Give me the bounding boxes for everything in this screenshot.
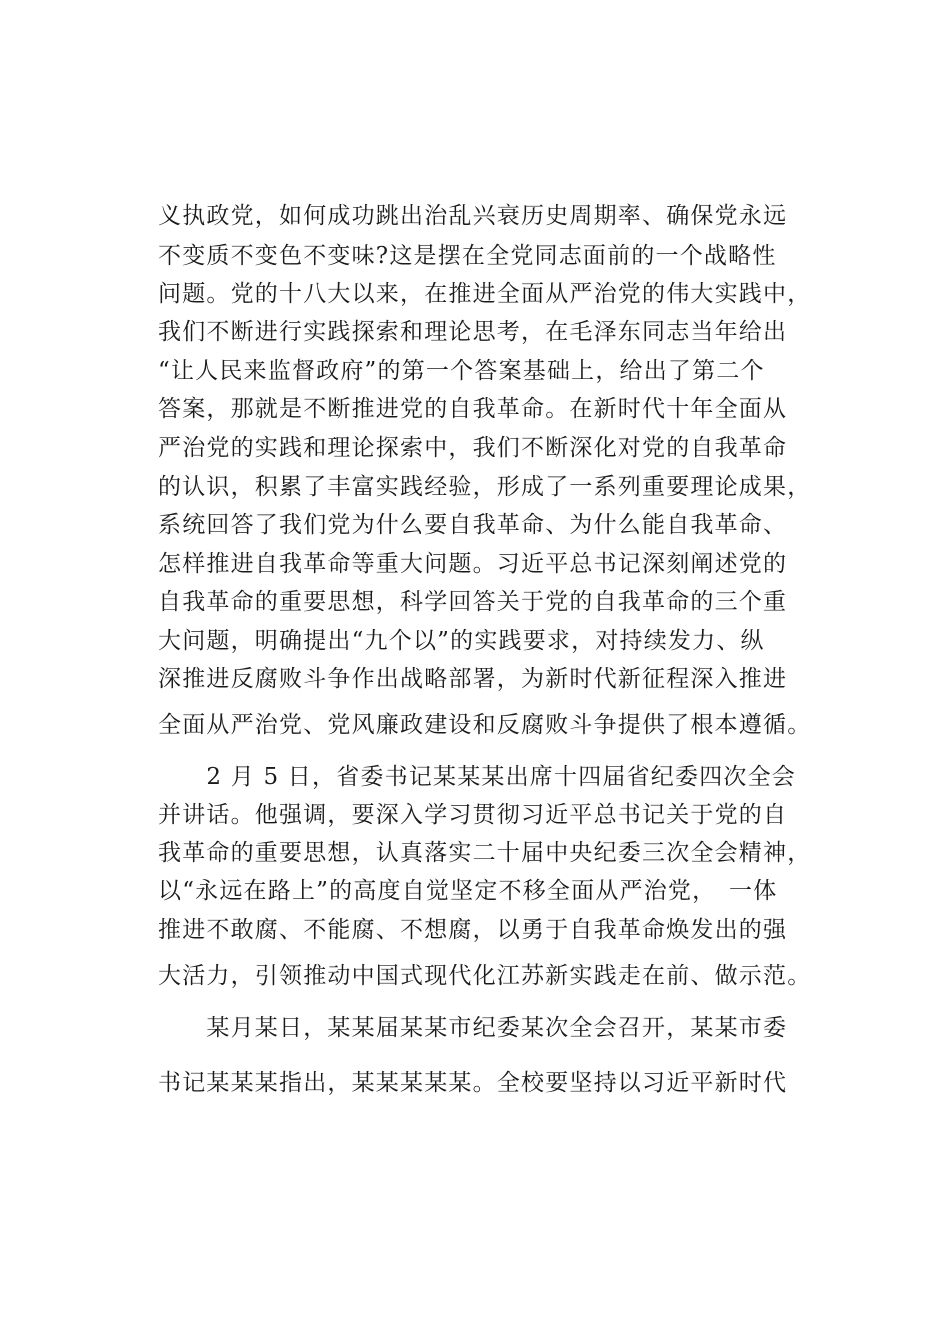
text-line: 大问题，明确提出“九个以”的实践要求，对持续发力、纵 [158,628,765,654]
text-line: 深推进反腐败斗争作出战略部署，为新时代新征程深入推进 [158,666,788,692]
text-line: 大活力，引领推动中国式现代化江苏新实践走在前、做示范。 [158,963,812,989]
text-line: 系统回答了我们党为什么要自我革命、为什么能自我革命、 [158,512,788,538]
text-line: 2 月 5 日，省委书记某某某出席十四届省纪委四次全会 [158,764,796,790]
text-line: 全面从严治党、党风廉政建设和反腐败斗争提供了根本遵循。 [158,712,812,738]
text-line: 的认识，积累了丰富实践经验，形成了一系列重要理论成果， [158,474,812,500]
text-line: 怎样推进自我革命等重大问题。习近平总书记深刻阐述党的 [158,551,788,577]
text-line: “让人民来监督政府”的第一个答案基础上，给出了第二个 [158,358,765,384]
text-line: 我们不断进行实践探索和理论思考，在毛泽东同志当年给出 [158,319,788,345]
text-line: 问题。党的十八大以来，在推进全面从严治党的伟大实践中， [158,281,812,307]
text-line: 我革命的重要思想，认真落实二十届中央纪委三次全会精神， [158,840,812,866]
text-line: 推进不敢腐、不能腐、不想腐，以勇于自我革命焕发出的强 [158,917,788,943]
text-line: 不变质不变色不变味?这是摆在全党同志面前的一个战略性 [158,243,777,269]
text-line: 严治党的实践和理论探索中，我们不断深化对党的自我革命 [158,435,788,461]
text-line: 以“永远在路上”的高度自觉坚定不移全面从严治党， 一体 [158,878,778,904]
text-line: 书记某某某指出，某某某某某。全校要坚持以习近平新时代 [158,1070,788,1096]
text-line: 自我革命的重要思想，科学回答关于党的自我革命的三个重 [158,589,788,615]
text-line: 义执政党，如何成功跳出治乱兴衰历史周期率、确保党永远 [158,203,788,229]
text-line: 某月某日，某某届某某市纪委某次全会召开，某某市委 [158,1015,788,1041]
text-line: 并讲话。他强调，要深入学习贯彻习近平总书记关于党的自 [158,802,788,828]
text-line: 答案，那就是不断推进党的自我革命。在新时代十年全面从 [158,396,788,422]
